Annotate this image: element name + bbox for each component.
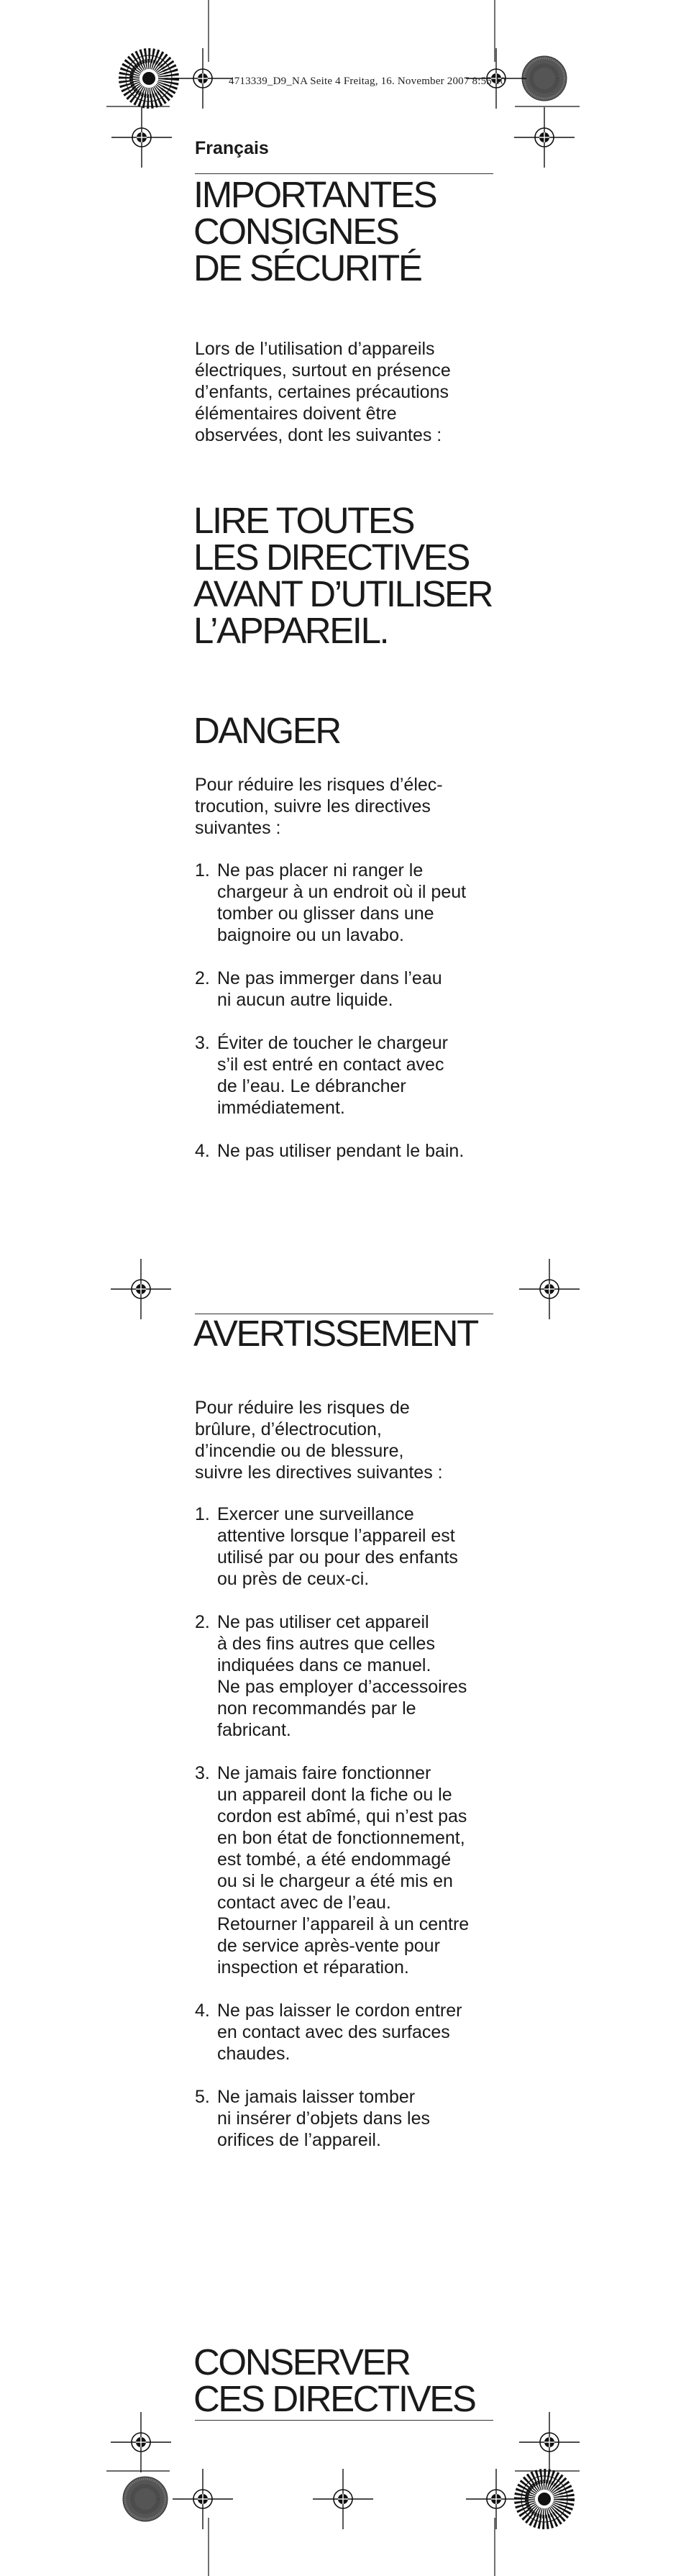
danger-list bbox=[195, 860, 511, 1162]
list-item: 1. Ne pas placer ni ranger le chargeur à un endroit où il peut tomber ou glisser dans une baignoire ou un lavabo. bbox=[195, 860, 467, 945]
language-label: Français bbox=[195, 138, 269, 158]
list-item: 3. Ne jamais faire fonctionner un appareil dont la fiche ou le cordon est abîmé, qui n’est pas en bon état de fonctionnement, est tombé, a été endommagé ou si le chargeur a été mis en contact avec de l’eau. Retourner l’appareil à un centre de service après-vente pour inspection et réparation. bbox=[195, 1763, 470, 1977]
warning-list bbox=[195, 1503, 511, 2151]
list-item: 2. Ne pas utiliser cet appareil à des fins autres que celles indiquées dans ce manuel. Ne pas employer d’accessoires non recommandés par le fabricant. bbox=[195, 1612, 467, 1740]
list-item: 5. Ne jamais laisser tomber ni insérer d’objets dans les orifices de l’appareil. bbox=[195, 2087, 430, 2150]
keep-instructions-heading: CONSERVER CES DIRECTIVES bbox=[193, 2341, 475, 2419]
intro-paragraph: Lors de l’utilisation d’appareils électriques, surtout en présence d’enfants, certaines précautions élémentaires doivent être observées, dont les suivantes : bbox=[195, 339, 451, 445]
list-item: 1. Exercer une surveillance attentive lorsque l’appareil est utilisé par ou pour des enfants ou près de ceux-ci. bbox=[195, 1504, 458, 1589]
list-item: 4. Ne pas laisser le cordon entrer en contact avec des surfaces chaudes. bbox=[195, 2001, 462, 2064]
warning-heading: AVERTISSEMENT bbox=[193, 1313, 477, 1354]
read-all-heading: LIRE TOUTES LES DIRECTIVES AVANT D’UTILISER L’APPAREIL. bbox=[193, 500, 493, 651]
warning-intro: Pour réduire les risques de brûlure, d’électrocution, d’incendie ou de blessure, suivre les directives suivantes : bbox=[195, 1398, 443, 1483]
list-item: 2. Ne pas immerger dans l’eau ni aucun autre liquide. bbox=[195, 968, 442, 1010]
list-item: 4. Ne pas utiliser pendant le bain. bbox=[195, 1141, 465, 1161]
list-item: 3. Éviter de toucher le chargeur s’il est entré en contact avec de l’eau. Le débrancher immédiatement. bbox=[195, 1033, 449, 1118]
danger-intro: Pour réduire les risques d’élec- trocution, suivre les directives suivantes : bbox=[195, 775, 443, 838]
keep-rule bbox=[195, 2420, 493, 2421]
page-title: IMPORTANTES CONSIGNES DE SÉCURITÉ bbox=[193, 174, 436, 288]
print-slug: 4713339_D9_NA Seite 4 Freitag, 16. November 2007 8:55 10 bbox=[229, 76, 506, 87]
danger-heading: DANGER bbox=[193, 710, 340, 751]
